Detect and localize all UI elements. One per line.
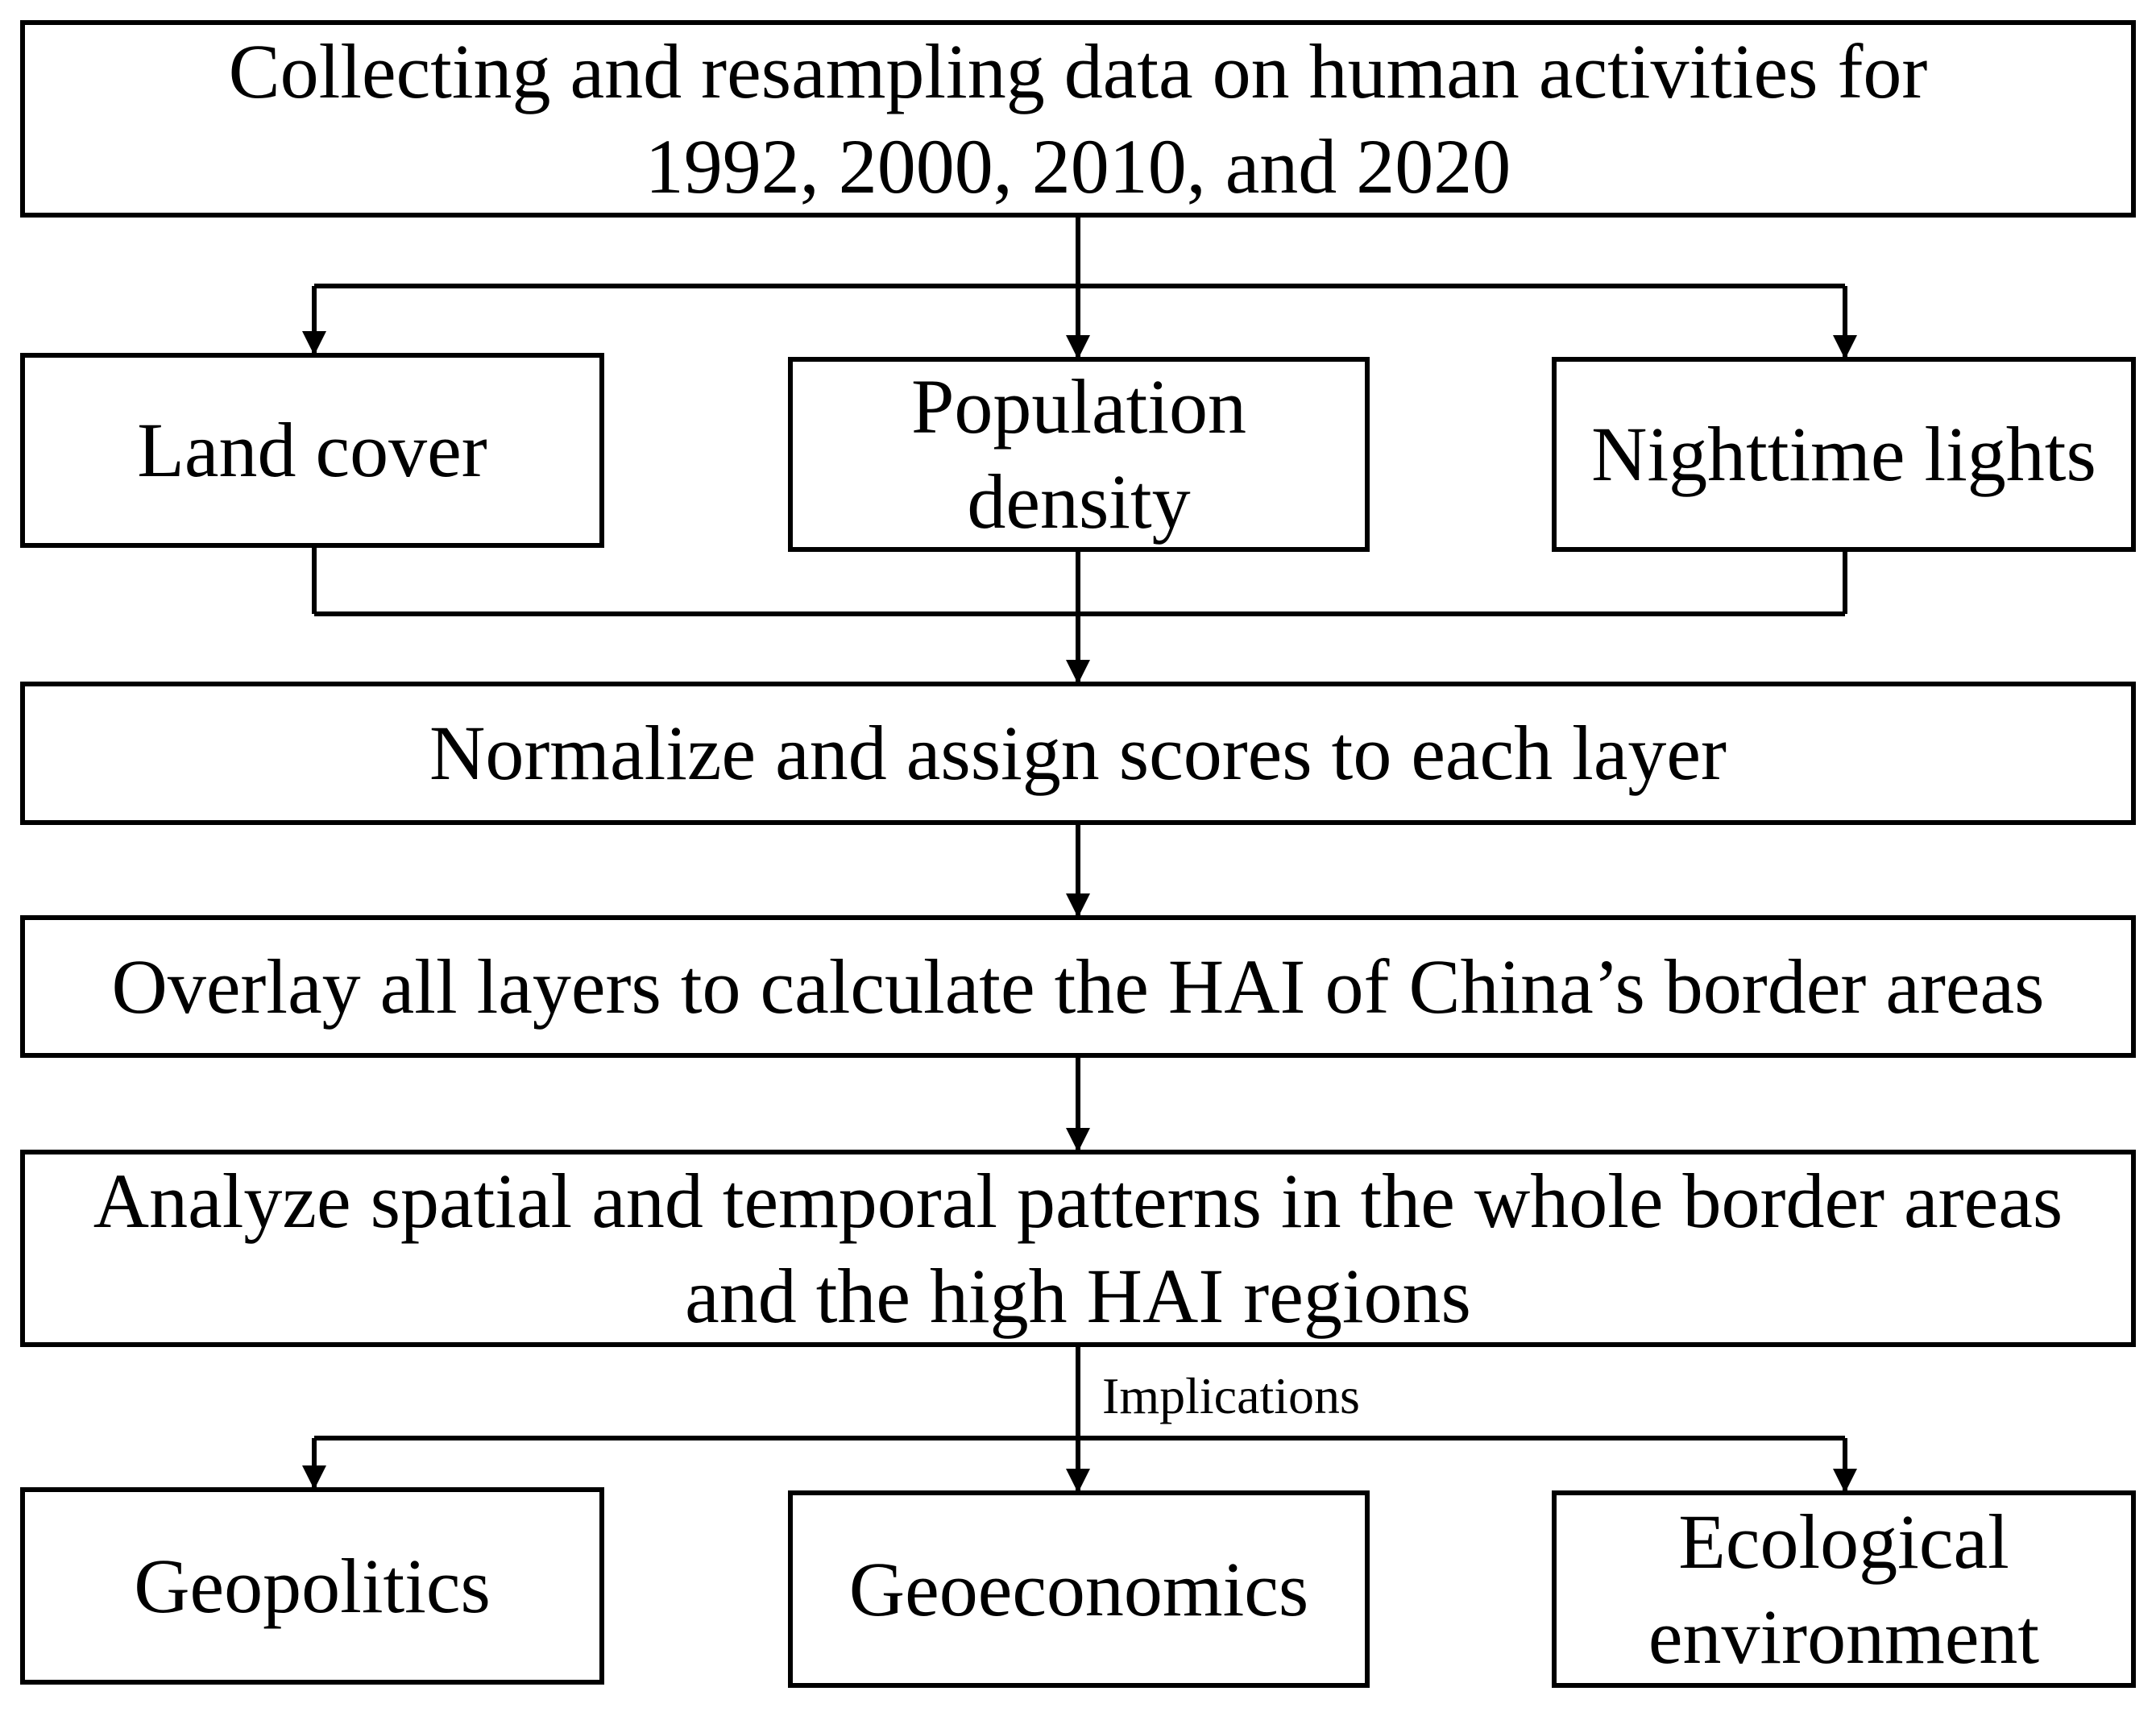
node-geoeconomics (788, 1490, 1370, 1688)
node-population-density-label: Population density (910, 363, 1246, 545)
node-population-density (788, 357, 1370, 552)
node-overlay-label: Overlay all layers to calculate the HAI of China’s border areas (111, 943, 2045, 1030)
edge-label-implications: Implications (1102, 1367, 1360, 1424)
node-overlay (20, 915, 2136, 1058)
node-nighttime-lights (1552, 357, 2136, 552)
node-geopolitics (20, 1487, 604, 1685)
node-geoeconomics-label: Geoeconomics (848, 1545, 1309, 1632)
node-collect-data-label: Collecting and resampling data on human activities for 1992, 2000, 2010, and 2020 (228, 27, 1928, 209)
node-normalize-label: Normalize and assign scores to each layer (429, 710, 1727, 796)
node-analyze (20, 1150, 2136, 1347)
node-normalize (20, 682, 2136, 825)
node-collect-data (20, 20, 2136, 218)
node-nighttime-lights-label: Nighttime lights (1591, 411, 2096, 497)
node-geopolitics-label: Geopolitics (134, 1542, 491, 1629)
node-ecological-environment (1552, 1490, 2136, 1688)
node-ecological-environment-label: Ecological environment (1648, 1498, 2040, 1680)
node-land-cover (20, 353, 604, 548)
node-analyze-label: Analyze spatial and temporal patterns in the whole border areas and the high HAI regions (93, 1157, 2063, 1339)
node-land-cover-label: Land cover (137, 407, 487, 493)
